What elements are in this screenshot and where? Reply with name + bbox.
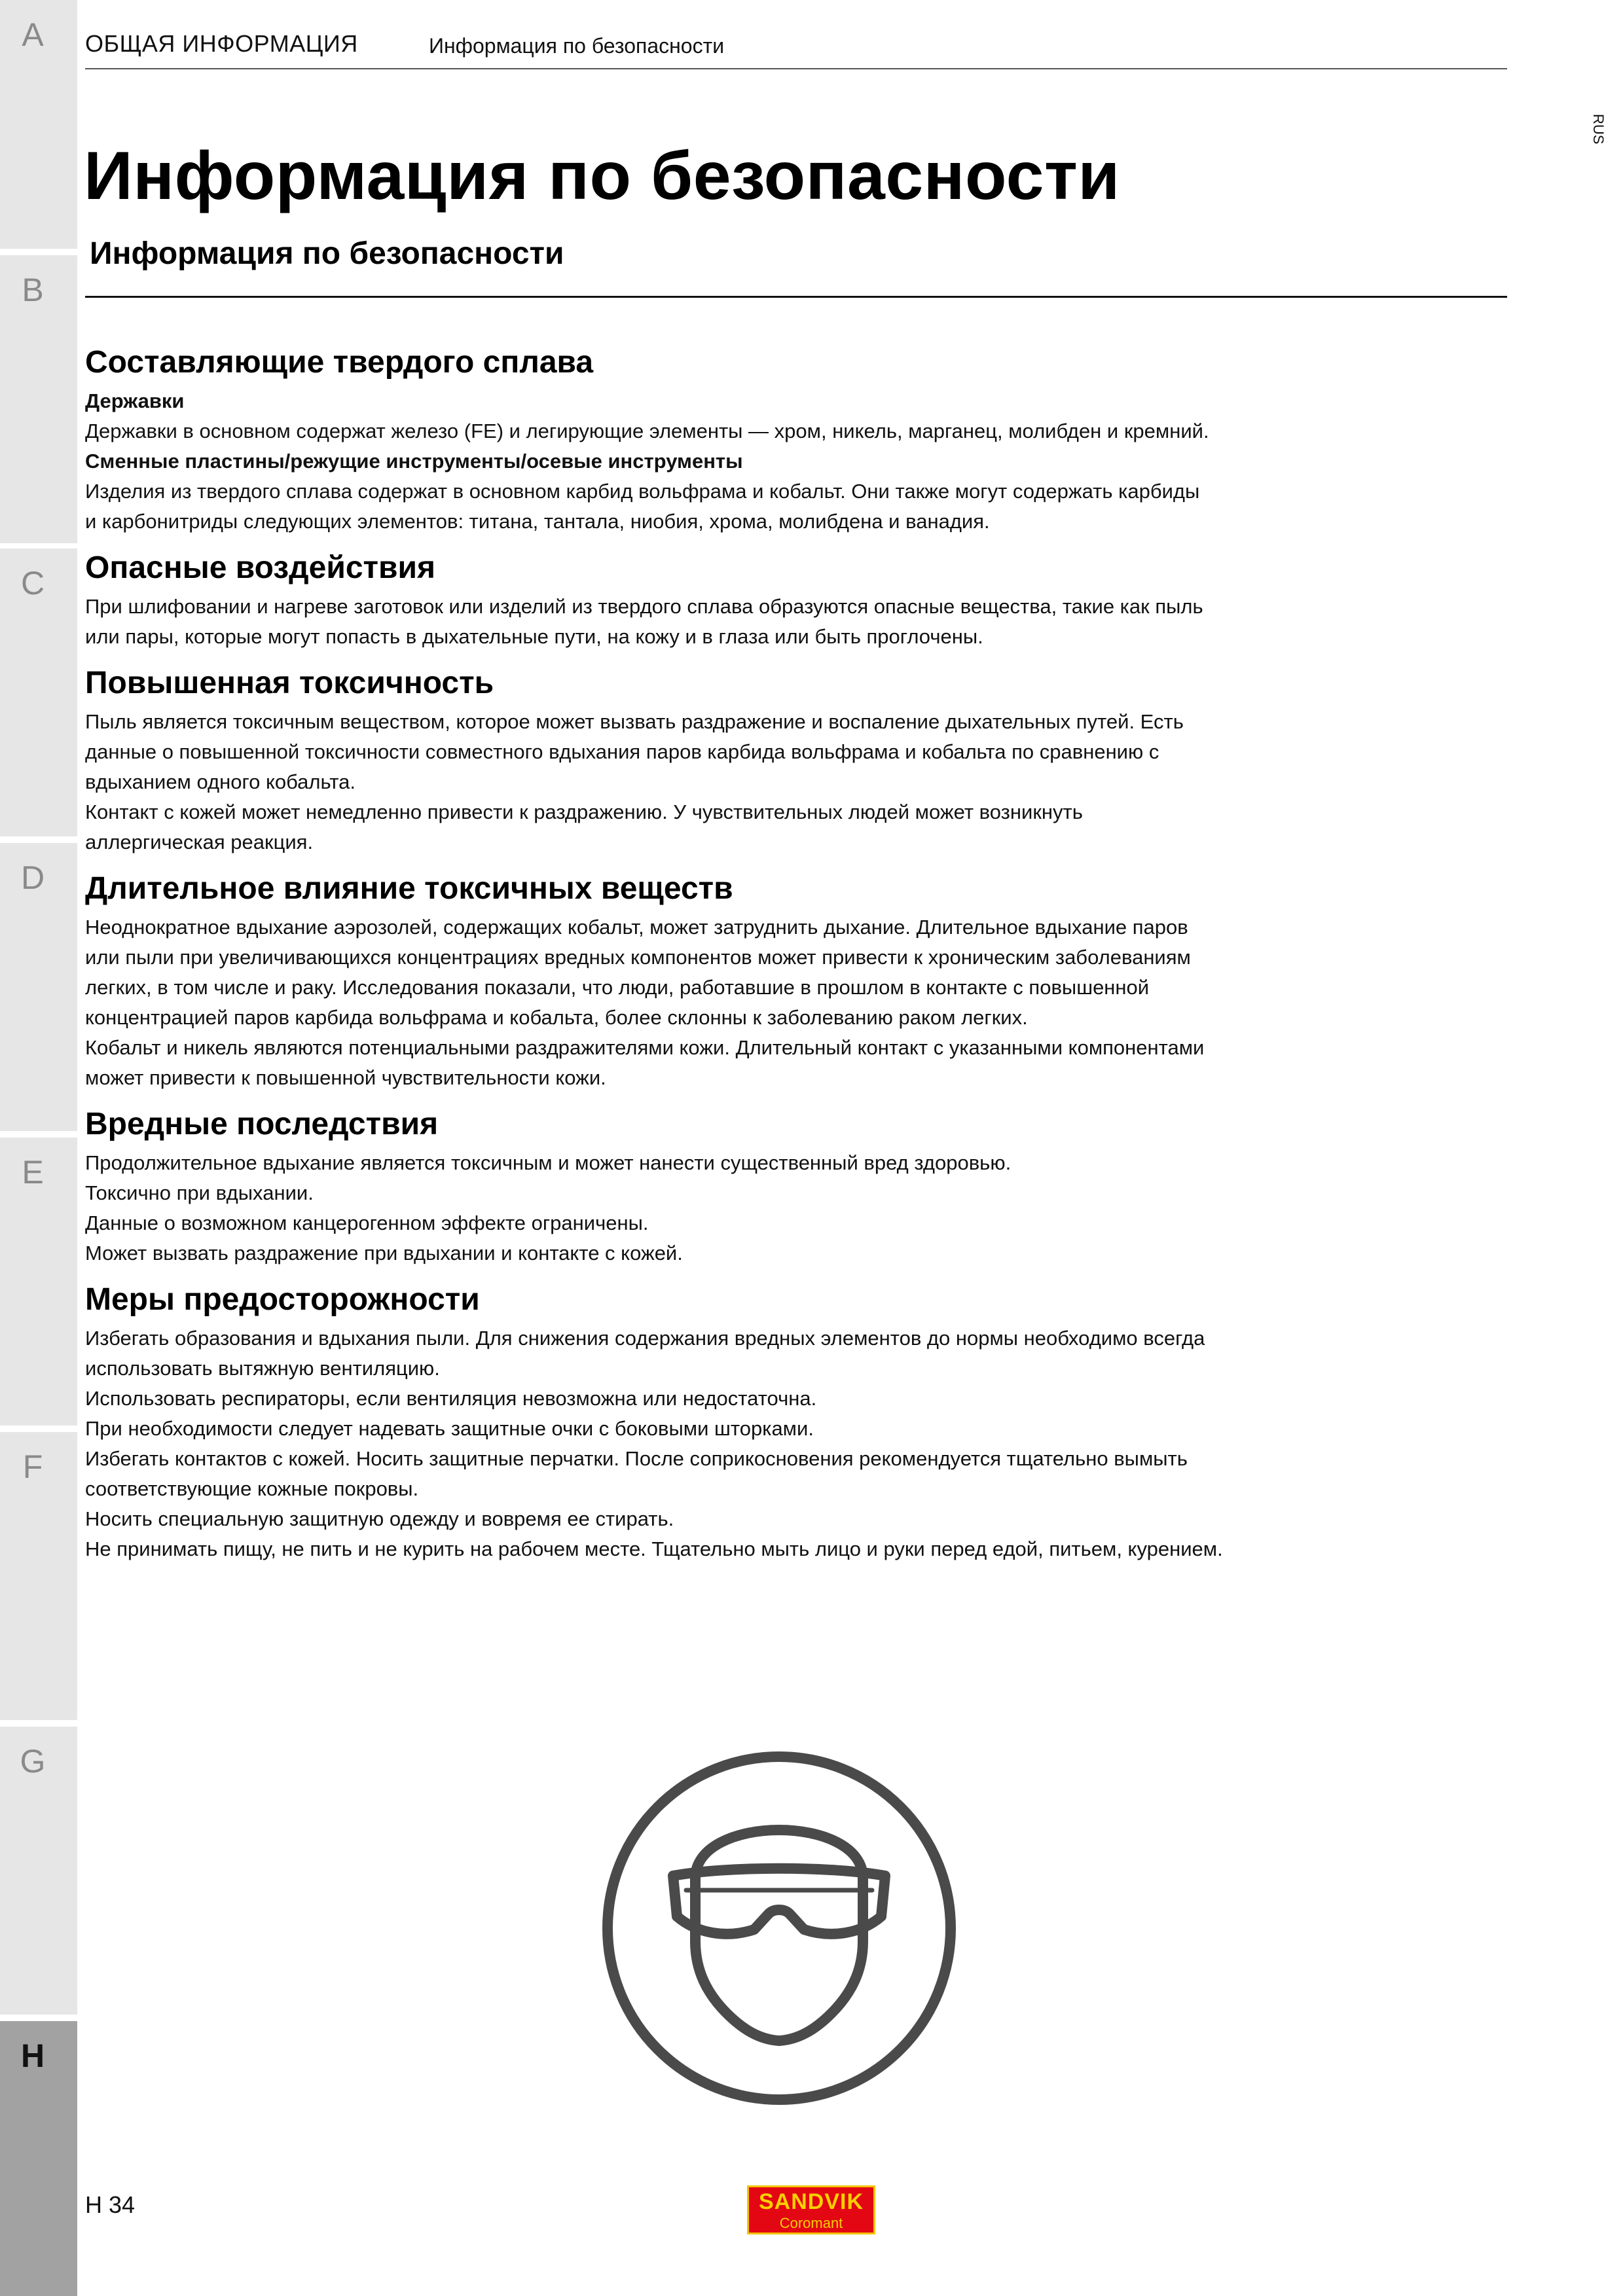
chapter-tab-letter: C <box>20 565 45 601</box>
document-body <box>85 339 1368 1572</box>
logo-wordmark: SANDVIK <box>758 2189 864 2214</box>
section-heading: Повышенная токсичность <box>85 666 494 700</box>
sub-heading: Державки <box>85 389 185 412</box>
chapter-tab-letter: E <box>22 1154 44 1191</box>
chapter-tab-letter: A <box>22 16 44 53</box>
chapter-tab-letter: D <box>20 859 45 896</box>
section-carbide-composition <box>85 339 1368 537</box>
section-precautions <box>85 1276 1368 1564</box>
paragraph: Изделия из твердого сплава содержат в основном карбид вольфрама и кобальт. Они также могут содержать карбиды и карбонитриды следующих элементов: титана, тантала, ниобия, хрома, молибдена и ванадия. <box>85 480 1200 533</box>
section-hazards <box>85 545 1368 652</box>
chapter-tab-b[interactable] <box>0 255 77 543</box>
section-harmful-effects <box>85 1101 1368 1268</box>
chapter-tab-letter: B <box>22 272 44 308</box>
chapter-tab-e[interactable] <box>0 1138 77 1426</box>
paragraph: Державки в основном содержат железо (FE) и легирующие элементы — хром, никель, марганец, молибден и кремний. <box>85 420 1209 442</box>
language-code: RUS <box>1590 114 1607 145</box>
paragraph: Избегать образования и вдыхания пыли. Для снижения содержания вредных элементов до нормы необходимо всегда использовать вытяжную вентиляцию. Использовать респираторы, если вентиляция невозможна или недостаточна. При необходимости следует надевать защитные очки с боковыми шторками. Избегать контактов с кожей. Носить защитные перчатки. После соприкосновения рекомендуется тщательно вымыть соответствующие кожные покровы. Носить специальную защитную одежду и вовремя ее стирать. Не принимать пищу, не пить и не курить на рабочем месте. Тщательно мыть лицо и руки перед едой, питьем, курением. <box>85 1327 1223 1560</box>
paragraph: При шлифовании и нагреве заготовок или изделий из твердого сплава образуются опасные вещества, такие как пыль или пары, которые могут попасть в дыхательные пути, на кожу и в глаза или быть проглочены. <box>85 595 1203 648</box>
section-heading: Составляющие твердого сплава <box>85 345 594 380</box>
section-long-term-effects <box>85 865 1368 1093</box>
logo-subtitle: Coromant <box>779 2215 843 2231</box>
running-header-section: ОБЩАЯ ИНФОРМАЦИЯ <box>85 30 358 57</box>
chapter-tab-letter: H <box>20 2037 45 2074</box>
chapter-tab-d[interactable] <box>0 843 77 1131</box>
page-title: Информация по безопасности <box>84 138 1120 214</box>
paragraph: Продолжительное вдыхание является токсичным и может нанести существенный вред здоровью. Токсично при вдыхании. Данные о возможном канцерогенном эффекте ограничены. Может вызвать раздражение при вдыхании и контакте с кожей. <box>85 1151 1012 1265</box>
sub-heading: Сменные пластины/режущие инструменты/осевые инструменты <box>85 450 743 473</box>
chapter-tab-a[interactable] <box>0 0 77 249</box>
page-subtitle: Информация по безопасности <box>90 236 564 271</box>
chapter-tab-letter: F <box>22 1448 43 1485</box>
section-heading: Вредные последствия <box>85 1107 439 1141</box>
section-heading: Меры предосторожности <box>85 1282 480 1317</box>
section-heading: Опасные воздействия <box>85 550 436 585</box>
safety-goggles-mandatory-icon <box>596 1745 962 2111</box>
paragraph: Неоднократное вдыхание аэрозолей, содержащих кобальт, может затруднить дыхание. Длительное вдыхание паров или пыли при увеличивающихся концентрациях вредных компонентов может привести к хроническим заболеваниям легких, в том числе и раку. Исследования показали, что люди, работавшие в прошлом в контакте с повышенной концентрацией паров карбида вольфрама и кобальта, более склонны к заболеванию раком легких. Кобальт и никель являются потенциальными раздражителями кожи. Длительный контакт с указанными компонентами может привести к повышенной чувствительности кожи. <box>85 916 1205 1089</box>
running-header-topic: Информация по безопасности <box>429 34 725 58</box>
paragraph: Пыль является токсичным веществом, которое может вызвать раздражение и воспаление дыхательных путей. Есть данные о повышенной токсичности совместного вдыхания паров карбида вольфрама и кобальта по сравнению с вдыханием одного кобальта. Контакт с кожей может немедленно привести к раздражению. У чувствительных людей может возникнуть аллергическая реакция. <box>85 710 1184 853</box>
chapter-tab-g[interactable] <box>0 1727 77 2015</box>
chapter-tab-h[interactable] <box>0 2021 77 2296</box>
header-divider <box>85 68 1507 69</box>
chapter-tab-f[interactable] <box>0 1432 77 1720</box>
title-divider <box>85 296 1507 298</box>
section-toxicity <box>85 660 1368 857</box>
chapter-tab-letter: G <box>20 1743 46 1780</box>
sandvik-coromant-logo <box>747 2185 875 2234</box>
page-number: H 34 <box>85 2191 136 2218</box>
chapter-tab-c[interactable] <box>0 548 77 836</box>
section-heading: Длительное влияние токсичных веществ <box>85 871 733 906</box>
